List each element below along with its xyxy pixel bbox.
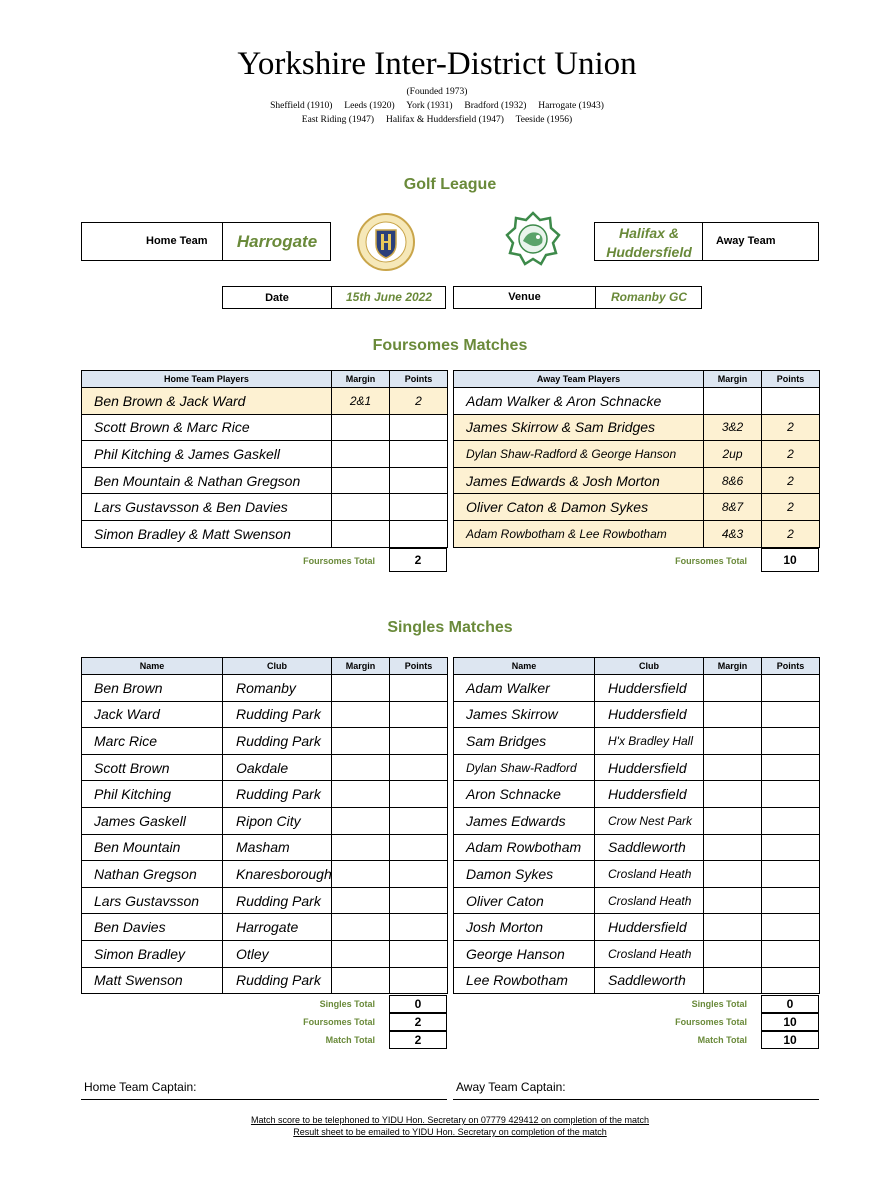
points-cell [390,781,448,808]
table-row [454,441,820,468]
total-label-home: Singles Total [319,999,375,1009]
margin-cell [332,967,390,994]
table-row [82,414,448,441]
table-row [82,494,448,521]
total-value-away: 0 [761,995,819,1013]
players-cell: Phil Kitching & James Gaskell [82,441,332,468]
points-cell [762,807,820,834]
singles-home-table [81,657,448,994]
club-cell: Masham [223,834,332,861]
margin-cell: 8&6 [704,467,762,494]
total-value-away: 10 [761,1031,819,1049]
club-cell: Huddersfield [595,701,704,728]
table-row [454,520,820,547]
player-name-cell: Sam Bridges [454,728,595,755]
table-row [454,388,820,415]
column-header: Margin [704,658,762,675]
player-name-cell: Adam Walker [454,675,595,702]
points-cell [390,494,448,521]
column-header: Club [595,658,704,675]
home-captain-signature-line[interactable] [81,1099,447,1100]
home-team-name: Harrogate [236,232,318,251]
points-cell [390,754,448,781]
table-row [82,887,448,914]
singles-title: Singles Matches [387,619,513,636]
player-name-cell: Phil Kitching [82,781,223,808]
foursomes-total-label-home: Foursomes Total [303,556,375,566]
foursomes-home-table [81,370,448,548]
points-cell [390,414,448,441]
points-cell: 2 [762,494,820,521]
players-cell: Lars Gustavsson & Ben Davies [82,494,332,521]
player-name-cell: Adam Rowbotham [454,834,595,861]
column-header: Margin [704,371,762,388]
total-label-home: Foursomes Total [303,1017,375,1027]
margin-cell [332,675,390,702]
club-cell: Harrogate [223,914,332,941]
margin-cell [332,754,390,781]
margin-cell [332,861,390,888]
club-cell: Romanby [223,675,332,702]
table-row [82,834,448,861]
margin-cell [704,675,762,702]
total-label-away: Foursomes Total [675,1017,747,1027]
table-row [454,675,820,702]
player-name-cell: Ben Davies [82,914,223,941]
club-cell: Oakdale [223,754,332,781]
table-row [82,675,448,702]
column-header: Points [762,658,820,675]
table-row [454,861,820,888]
harrogate-crest-icon [356,212,416,272]
player-name-cell: Dylan Shaw-Radford [454,754,595,781]
margin-cell [704,914,762,941]
club-cell: Huddersfield [595,675,704,702]
away-team-box [594,222,819,261]
districts-line-2: East Riding (1947) Halifax & Huddersfield (1947) Teeside (1956) [301,115,573,125]
margin-cell [332,494,390,521]
player-name-cell: Josh Morton [454,914,595,941]
total-value-home: 2 [389,1031,447,1049]
districts-line-1: Sheffield (1910) Leeds (1920) York (1931) Bradford (1932) Harrogate (1943) [270,101,604,111]
margin-cell: 2&1 [332,388,390,415]
points-cell [390,861,448,888]
player-name-cell: Simon Bradley [82,940,223,967]
foursomes-total-away: 10 [761,548,819,572]
club-cell: Huddersfield [595,754,704,781]
points-cell: 2 [762,520,820,547]
points-cell [762,967,820,994]
margin-cell [332,781,390,808]
margin-cell [704,861,762,888]
points-cell [762,388,820,415]
margin-cell [332,414,390,441]
points-cell: 2 [390,388,448,415]
club-cell: Saddleworth [595,967,704,994]
points-cell [390,728,448,755]
margin-cell [704,967,762,994]
table-row [82,441,448,468]
club-cell: Knaresborough [223,861,332,888]
yorkshire-rose-crest-icon [504,210,562,268]
player-name-cell: Ben Brown [82,675,223,702]
players-cell: Adam Walker & Aron Schnacke [454,388,704,415]
player-name-cell: Lee Rowbotham [454,967,595,994]
points-cell [762,940,820,967]
table-row [82,520,448,547]
table-row [82,754,448,781]
margin-cell [704,388,762,415]
margin-cell [704,807,762,834]
home-team-label: Home Team [146,235,208,247]
points-cell [762,754,820,781]
away-team-name-line2: Huddersfield [606,244,692,260]
margin-cell: 3&2 [704,414,762,441]
player-name-cell: Scott Brown [82,754,223,781]
foursomes-title: Foursomes Matches [372,337,528,354]
margin-cell [704,728,762,755]
column-header: Margin [332,658,390,675]
player-name-cell: Ben Mountain [82,834,223,861]
points-cell [762,675,820,702]
club-cell: Huddersfield [595,781,704,808]
table-row [82,967,448,994]
away-team-name [595,224,703,262]
table-row [454,807,820,834]
margin-cell [332,701,390,728]
points-cell [390,967,448,994]
club-cell: Ripon City [223,807,332,834]
club-cell: Crosland Heath [595,940,704,967]
table-row [82,467,448,494]
players-cell: Oliver Caton & Damon Sykes [454,494,704,521]
margin-cell [704,940,762,967]
points-cell [390,940,448,967]
total-label-away: Match Total [697,1035,747,1045]
table-row [82,701,448,728]
table-row [82,388,448,415]
table-row [82,940,448,967]
margin-cell [332,441,390,468]
club-cell: Rudding Park [223,728,332,755]
points-cell [762,781,820,808]
margin-cell [332,914,390,941]
club-cell: Rudding Park [223,967,332,994]
club-cell: Huddersfield [595,914,704,941]
table-row [454,887,820,914]
player-name-cell: James Edwards [454,807,595,834]
club-cell: H'x Bradley Hall [595,728,704,755]
margin-cell [704,701,762,728]
column-header: Club [223,658,332,675]
points-cell: 2 [762,414,820,441]
points-cell [390,441,448,468]
total-label-home: Match Total [325,1035,375,1045]
total-value-home: 2 [389,1013,447,1031]
margin-cell [704,887,762,914]
player-name-cell: Marc Rice [82,728,223,755]
points-cell [390,520,448,547]
table-row [82,728,448,755]
date-value: 15th June 2022 [345,290,433,304]
singles-away-table [453,657,820,994]
away-team-name-line1: Halifax & [619,225,679,241]
table-row [454,914,820,941]
points-cell [762,914,820,941]
points-cell [390,914,448,941]
date-box [222,286,446,309]
points-cell [762,701,820,728]
points-cell [762,834,820,861]
club-cell: Crow Nest Park [595,807,704,834]
players-cell: James Skirrow & Sam Bridges [454,414,704,441]
club-cell: Rudding Park [223,781,332,808]
margin-cell: 8&7 [704,494,762,521]
player-name-cell: Nathan Gregson [82,861,223,888]
points-cell [390,467,448,494]
venue-label: Venue [508,291,541,303]
margin-cell [332,520,390,547]
column-header: Away Team Players [454,371,704,388]
player-name-cell: Jack Ward [82,701,223,728]
away-captain-signature-line[interactable] [453,1099,819,1100]
total-value-home: 0 [389,995,447,1013]
player-name-cell: James Skirrow [454,701,595,728]
players-cell: Dylan Shaw-Radford & George Hanson [454,441,704,468]
foursomes-away-table [453,370,820,548]
foursomes-total-label-away: Foursomes Total [675,556,747,566]
table-row [454,494,820,521]
total-value-away: 10 [761,1013,819,1031]
away-captain-label: Away Team Captain: [456,1080,566,1094]
column-header: Name [454,658,595,675]
margin-cell: 2up [704,441,762,468]
players-cell: James Edwards & Josh Morton [454,467,704,494]
margin-cell [332,834,390,861]
table-row [454,467,820,494]
margin-cell [704,781,762,808]
table-row [454,754,820,781]
margin-cell [704,834,762,861]
player-name-cell: George Hanson [454,940,595,967]
club-cell: Crosland Heath [595,887,704,914]
column-header: Home Team Players [82,371,332,388]
player-name-cell: Oliver Caton [454,887,595,914]
column-header: Points [762,371,820,388]
footer-phone-note: Match score to be telephoned to YIDU Hon. Secretary on 07779 429412 on completion of the match [250,1115,650,1125]
table-row [454,728,820,755]
club-cell: Crosland Heath [595,861,704,888]
table-row [454,414,820,441]
venue-value: Romanby GC [610,290,687,304]
home-captain-label: Home Team Captain: [84,1080,197,1094]
table-row [82,807,448,834]
table-row [454,967,820,994]
club-cell: Rudding Park [223,701,332,728]
foursomes-total-home: 2 [389,548,447,572]
player-name-cell: James Gaskell [82,807,223,834]
column-header: Name [82,658,223,675]
player-name-cell: Matt Swenson [82,967,223,994]
document-title: Yorkshire Inter-District Union [237,46,637,82]
table-row [454,781,820,808]
margin-cell [332,807,390,834]
league-title: Golf League [403,176,497,193]
players-cell: Ben Mountain & Nathan Gregson [82,467,332,494]
points-cell [390,675,448,702]
points-cell [390,834,448,861]
margin-cell [704,754,762,781]
column-header: Points [390,371,448,388]
margin-cell [332,467,390,494]
table-row [454,834,820,861]
away-team-label: Away Team [716,235,776,247]
players-cell: Scott Brown & Marc Rice [82,414,332,441]
table-row [82,781,448,808]
points-cell [390,807,448,834]
column-header: Points [390,658,448,675]
players-cell: Adam Rowbotham & Lee Rowbotham [454,520,704,547]
home-team-box [81,222,331,261]
player-name-cell: Lars Gustavsson [82,887,223,914]
table-row [454,701,820,728]
points-cell: 2 [762,467,820,494]
club-cell: Saddleworth [595,834,704,861]
margin-cell [332,940,390,967]
table-row [454,940,820,967]
points-cell: 2 [762,441,820,468]
column-header: Margin [332,371,390,388]
points-cell [762,861,820,888]
points-cell [390,887,448,914]
players-cell: Ben Brown & Jack Ward [82,388,332,415]
points-cell [762,887,820,914]
date-label: Date [265,292,289,304]
club-cell: Rudding Park [223,887,332,914]
margin-cell [332,728,390,755]
venue-box [453,286,702,309]
table-row [82,861,448,888]
club-cell: Otley [223,940,332,967]
footer-email-note: Result sheet to be emailed to YIDU Hon. Secretary on completion of the match [293,1127,607,1137]
founded-note: (Founded 1973) [406,87,468,97]
players-cell: Simon Bradley & Matt Swenson [82,520,332,547]
margin-cell: 4&3 [704,520,762,547]
points-cell [390,701,448,728]
total-label-away: Singles Total [691,999,747,1009]
margin-cell [332,887,390,914]
table-row [82,914,448,941]
player-name-cell: Damon Sykes [454,861,595,888]
points-cell [762,728,820,755]
player-name-cell: Aron Schnacke [454,781,595,808]
